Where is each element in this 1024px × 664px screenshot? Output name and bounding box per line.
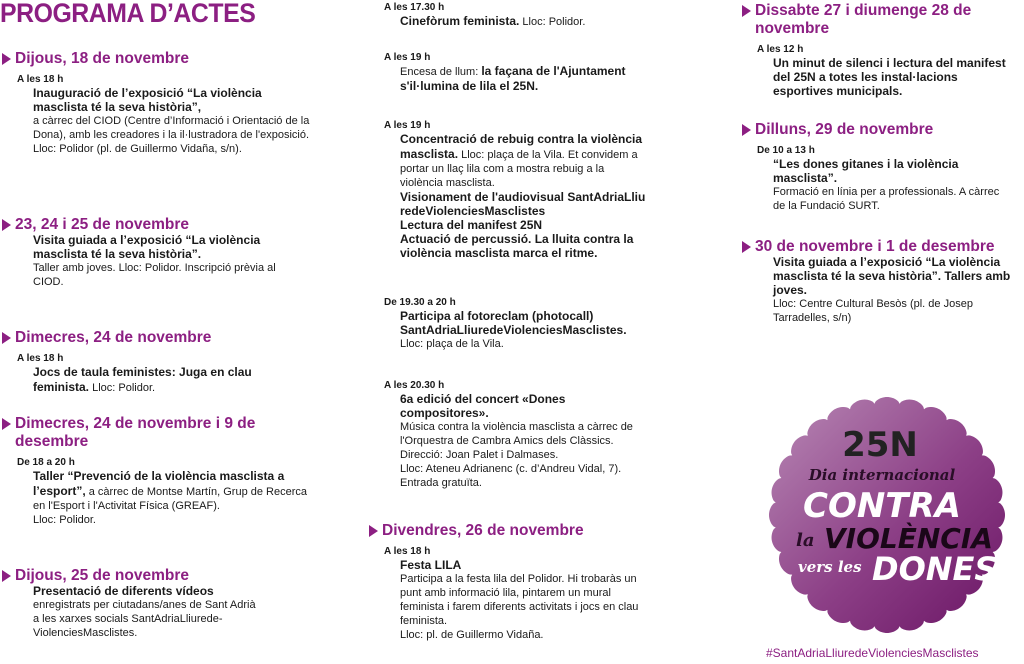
- event-time: A les 17.30 h: [384, 2, 445, 13]
- event-heading: Un minut de silenci i lectura del manifest del 25N a totes les instal·lacions esportives municipals.: [773, 56, 1006, 98]
- badge-dones: DONES: [872, 550, 998, 588]
- event-location: Lloc: Polidor (pl. de Guillermo Vidaña, s/n).: [33, 143, 242, 155]
- event: [740, 255, 1024, 325]
- day-block: [0, 567, 345, 639]
- event-time: A les 19 h: [384, 52, 431, 63]
- event-text: a càrrec del CIOD (Centre d’Informació i Orientació de la Dona), amb les creadores i la il·lustradora de l'exposició.: [33, 115, 310, 141]
- event-location: Lloc: pl. de Guillermo Vidaña.: [400, 629, 544, 641]
- event-time: De 18 a 20 h: [17, 457, 75, 468]
- event-time: A les 12 h: [757, 44, 804, 55]
- event-heading: Taller “Prevenció de la violència masclista a l’esport”,: [33, 469, 285, 498]
- badge-25n: 25N: [842, 425, 918, 465]
- event-heading: “Les dones gitanes i la violència masclista”.: [773, 157, 959, 185]
- day-heading: Dilluns, 29 de novembre: [740, 121, 1024, 139]
- badge-violencia: VIOLÈNCIA: [824, 522, 993, 555]
- event: [0, 457, 345, 527]
- event-heading: Presentació de diferents vídeos: [33, 584, 214, 598]
- badge-la: la: [796, 530, 815, 551]
- event: [367, 546, 667, 642]
- event-heading: la façana de l'Ajuntament s'il·lumina de lila el 25N.: [400, 64, 626, 93]
- event-time: De 19.30 a 20 h: [384, 297, 456, 308]
- event-time: A les 18 h: [17, 353, 64, 364]
- event-text: Formació en línia per a professionals. A càrrec de la Fundació SURT.: [773, 186, 1000, 212]
- event-heading: Visita guiada a l’exposició “La violència masclista té la seva història”. Tallers amb joves.: [773, 255, 1011, 297]
- day-block: [0, 50, 345, 155]
- event-pre: Encesa de llum:: [400, 66, 479, 78]
- badge-contra: CONTRA: [803, 486, 961, 526]
- day-block: [740, 238, 1024, 324]
- event: [0, 584, 345, 640]
- event: [367, 52, 667, 94]
- event-text: Música contra la violència masclista a càrrec de l'Orquestra de Cambra Amics dels Clàssics. Direcció: Joan Palet i Dalmases.: [400, 421, 633, 461]
- event-time: A les 20.30 h: [384, 380, 445, 391]
- event-heading: Concentració de rebuig contra la violència masclista.: [400, 132, 643, 161]
- event-heading: Participa al fotoreclam (photocall) SantAdriaLliuredeViolenciesMasclistes.: [400, 309, 627, 337]
- day-block: [367, 522, 667, 641]
- event: [367, 120, 667, 260]
- event-heading: Inauguració de l’exposició “La violència masclista té la seva història”,: [33, 86, 262, 114]
- badge-vers-les: vers les: [798, 558, 862, 576]
- day-heading: 23, 24 i 25 de novembre: [0, 216, 345, 234]
- day-block: [740, 2, 1024, 98]
- hashtag: #SantAdriaLliuredeViolenciesMasclistes: [766, 646, 979, 660]
- event-extra: Visionament de l'audiovisual SantAdriaLliuredeViolenciesMasclistes: [400, 190, 646, 218]
- badge-subtitle: Dia internacional: [808, 466, 956, 484]
- event-text: a càrrec de Montse Martín, Grup de Recerca en l'Esport i l'Activitat Física (GREAF).: [33, 486, 308, 512]
- day-heading: Divendres, 26 de novembre: [367, 522, 667, 540]
- day-heading: Dimecres, 24 de novembre i 9 de desembre: [0, 415, 300, 451]
- event-heading: Visita guiada a l’exposició “La violència masclista té la seva història”.: [33, 233, 261, 261]
- event: [0, 74, 345, 156]
- event-heading: Cinefòrum feminista.: [400, 14, 520, 28]
- event-time: A les 19 h: [384, 120, 431, 131]
- event-text: Participa a la festa lila del Polidor. Hi trobaràs un punt amb informació lila, pintarem un mural feminista i farem diferents activitats i jocs en clau feminista.: [400, 573, 639, 627]
- event-extra: Lectura del manifest 25N: [400, 218, 543, 232]
- day-heading: Dijous, 18 de novembre: [0, 50, 345, 68]
- day-heading: Dissabte 27 i diumenge 28 de novembre: [740, 2, 1010, 38]
- event: [0, 233, 345, 289]
- event-time: A les 18 h: [384, 546, 431, 557]
- page-title: PROGRAMA D’ACTES: [0, 0, 256, 28]
- event-text: enregistrats per ciutadans/anes de Sant Adrià a les xarxes socials SantAdriaLliurede-ViolenciesMasclistes.: [33, 599, 256, 639]
- day-heading: Dijous, 25 de novembre: [0, 567, 345, 585]
- event-location: Lloc: Ateneu Adrianenc (c. d’Andreu Vidal, 7). Entrada gratuïta.: [400, 463, 622, 489]
- day-block: [0, 329, 345, 394]
- event-time: De 10 a 13 h: [757, 145, 815, 156]
- event: [367, 380, 667, 490]
- event-location: Lloc: Polidor.: [33, 514, 96, 526]
- event-location: Lloc: Polidor.: [92, 382, 156, 394]
- event-location: Lloc: plaça de la Vila.: [400, 338, 504, 350]
- 25n-badge: [762, 390, 1012, 640]
- day-block: [0, 216, 345, 288]
- event-text: Taller amb joves. Lloc: Polidor. Inscripció prèvia al CIOD.: [33, 262, 276, 288]
- event: [367, 297, 667, 351]
- event-location: Lloc: Centre Cultural Besòs (pl. de Josep Tarradelles, s/n): [773, 298, 973, 324]
- day-block: [740, 121, 1024, 212]
- day-heading: Dimecres, 24 de novembre: [0, 329, 345, 347]
- event-heading: Festa LILA: [400, 558, 462, 572]
- event-location: Lloc: Polidor.: [522, 16, 586, 28]
- event: [0, 353, 345, 395]
- event-text: Lloc: plaça de la Vila. Et convidem a portar un llaç lila com a mostra rebuig a la violència masclista.: [400, 149, 638, 189]
- event: [740, 145, 1024, 213]
- event-heading: 6a edició del concert «Dones compositores».: [400, 392, 566, 420]
- day-block: [0, 415, 345, 526]
- day-heading: 30 de novembre i 1 de desembre: [740, 238, 1024, 256]
- event-extra: Actuació de percussió. La lluita contra la violència masclista marca el ritme.: [400, 232, 634, 260]
- event: [367, 2, 667, 29]
- event-time: A les 18 h: [17, 74, 64, 85]
- event: [740, 44, 1024, 98]
- event-heading: Jocs de taula feministes: Juga en clau feminista.: [33, 365, 252, 394]
